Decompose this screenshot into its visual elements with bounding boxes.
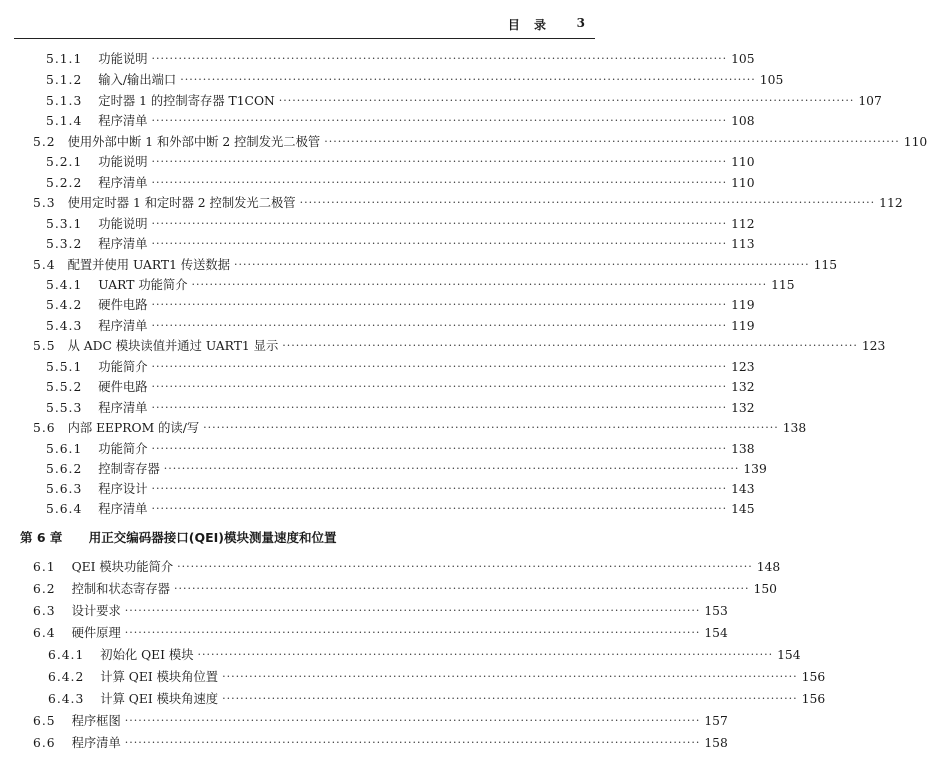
entry-page: 113 [731,237,755,251]
dot-leader: ································································································································ [197,648,774,661]
entry-number: 5.6.1 [46,442,83,456]
toc-entry-6-2 [33,579,777,599]
entry-number: 6.4.2 [48,670,85,684]
dot-leader: ································································································································ [151,482,728,495]
toc-entry-5-3-2 [46,234,755,254]
dot-leader: ································································································································ [151,442,728,455]
entry-title: 从 ADC 模块读值并通过 UART1 显示 [67,339,279,353]
entry-number: 6.1 [33,560,56,574]
dot-leader: ································································································································ [124,736,701,749]
entry-number: 6.3 [33,604,56,618]
entry-number: 5.2.1 [46,155,83,169]
entry-title: 功能简介 [98,442,148,456]
dot-leader: ································································································································ [191,278,768,291]
dot-leader: ································································································································ [222,692,798,705]
dot-leader: ································································································································ [177,560,753,573]
dot-leader: ································································································································ [234,258,810,271]
entry-title: UART 功能简介 [98,278,188,292]
toc-entry-6-4-1 [48,645,801,665]
dot-leader: ································································································································ [151,237,728,250]
entry-page: 112 [879,196,903,210]
toc-entry-5-2 [33,132,927,152]
dot-leader: ································································································································ [203,421,779,434]
entry-page: 156 [801,692,826,706]
entry-title: 程序清单 [98,401,148,415]
entry-title: 程序清单 [98,176,148,190]
toc-entry-5-6-2 [46,459,767,479]
entry-title: 计算 QEI 模块角速度 [100,692,219,706]
toc-entry-6-4-2 [48,667,826,687]
entry-number: 6.2 [33,582,56,596]
toc-entry-5-5-2 [46,377,755,397]
dot-leader: ································································································································ [278,94,855,107]
entry-title: 程序设计 [98,482,148,496]
toc-entry-5-5-3 [46,398,755,418]
entry-title: 使用定时器 1 和定时器 2 控制发光二极管 [67,196,296,210]
entry-number: 5.1.2 [46,73,83,87]
entry-page: 145 [731,502,755,516]
entry-page: 154 [704,626,728,640]
entry-number: 6.6 [33,736,56,750]
entry-page: 157 [704,714,728,728]
entry-number: 5.5.1 [46,360,83,374]
entry-page: 107 [858,94,882,108]
entry-number: 5.5.2 [46,380,83,394]
toc-entry-5-1-1 [46,49,755,69]
dot-leader: ································································································································ [151,319,728,332]
dot-leader: ································································································································ [324,135,900,148]
toc-entry-5-4-1 [46,275,795,295]
dot-leader: ································································································································ [151,401,728,414]
dot-leader: ································································································································ [124,626,701,639]
entry-page: 110 [903,135,927,149]
entry-page: 138 [731,442,755,456]
chapter-title: 用正交编码器接口(QEI)模块测量速度和位置 [88,530,337,545]
entry-page: 139 [743,462,767,476]
entry-number: 5.6.2 [46,462,83,476]
toc-entry-5-2-2 [46,173,755,193]
entry-title: 使用外部中断 1 和外部中断 2 控制发光二极管 [67,135,321,149]
dot-leader: ································································································································ [299,196,876,209]
entry-title: 程序清单 [71,736,121,750]
entry-title: 硬件原理 [71,626,121,640]
entry-title: 控制和状态寄存器 [71,582,170,596]
dot-leader: ································································································································ [124,604,701,617]
entry-title: 定时器 1 的控制寄存器 T1CON [98,94,275,108]
dot-leader: ································································································································ [151,217,728,230]
entry-title: 程序清单 [98,114,148,128]
entry-title: 计算 QEI 模块角位置 [100,670,219,684]
entry-number: 5.4 [33,258,56,272]
toc-entry-6-5 [33,711,728,731]
entry-page: 110 [731,155,755,169]
entry-page: 156 [801,670,826,684]
toc-entry-5-5-1 [46,357,755,377]
entry-title: 内部 EEPROM 的读/写 [67,421,200,435]
entry-page: 132 [731,401,755,415]
toc-entry-5-4-2 [46,295,755,315]
dot-leader: ································································································································ [124,714,701,727]
dot-leader: ································································································································ [173,582,750,595]
entry-page: 150 [753,582,777,596]
toc-entry-5-3-1 [46,214,755,234]
entry-page: 119 [731,298,755,312]
entry-page: 148 [756,560,781,574]
entry-page: 138 [782,421,807,435]
toc-entry-6-1 [33,557,781,577]
entry-number: 5.4.3 [46,319,83,333]
dot-leader: ································································································································ [151,155,728,168]
toc-entry-6-3 [33,601,728,621]
entry-title: 设计要求 [71,604,121,618]
entry-title: 初始化 QEI 模块 [100,648,194,662]
entry-number: 5.6.4 [46,502,83,516]
entry-number: 5.1.1 [46,52,83,66]
entry-title: 功能说明 [98,155,148,169]
entry-page: 110 [731,176,755,190]
entry-number: 5.5 [33,339,56,353]
toc-entry-5-1-3 [46,91,882,111]
toc-entry-6-4 [33,623,728,643]
entry-page: 115 [813,258,838,272]
entry-title: 输入/输出端口 [98,73,177,87]
toc-entry-5-1-2 [46,70,784,90]
entry-page: 105 [759,73,784,87]
dot-leader: ································································································································ [151,176,728,189]
entry-title: 硬件电路 [98,298,148,312]
entry-title: 控制寄存器 [98,462,160,476]
entry-title: 程序清单 [98,502,148,516]
entry-title: 功能说明 [98,52,148,66]
entry-number: 5.1.3 [46,94,83,108]
dot-leader: ································································································································ [151,114,728,127]
entry-title: 功能简介 [98,360,148,374]
toc-entry-6-6 [33,733,728,753]
entry-number: 5.4.2 [46,298,83,312]
toc-entry-5-1-4 [46,111,755,131]
toc-entry-5-4 [33,255,838,275]
toc-entry-5-3 [33,193,903,213]
entry-number: 5.6.3 [46,482,83,496]
dot-leader: ································································································································ [151,298,728,311]
entry-number: 5.6 [33,421,56,435]
entry-title: 配置并使用 UART1 传送数据 [67,258,230,272]
entry-number: 5.4.1 [46,278,83,292]
entry-title: 程序清单 [98,319,148,333]
entry-number: 6.5 [33,714,56,728]
dot-leader: ································································································································ [282,339,858,352]
toc-entry-6-4-3 [48,689,826,709]
toc-entry-5-5 [33,336,886,356]
dot-leader: ································································································································ [151,360,728,373]
dot-leader: ································································································································ [163,462,740,475]
dot-leader: ································································································································ [222,670,798,683]
toc-entry-5-6-4 [46,499,755,519]
entry-number: 6.4.1 [48,648,85,662]
entry-number: 5.3.2 [46,237,83,251]
dot-leader: ································································································································ [180,73,756,86]
dot-leader: ································································································································ [151,52,728,65]
entry-number: 6.4.3 [48,692,85,706]
entry-title: 程序框图 [71,714,121,728]
entry-number: 5.3 [33,196,56,210]
chapter-heading-6 [20,528,337,548]
entry-title: 程序清单 [98,237,148,251]
entry-title: 硬件电路 [98,380,148,394]
entry-number: 6.4 [33,626,56,640]
toc-entry-5-6-1 [46,439,755,459]
toc-entry-5-6 [33,418,807,438]
toc-entry-5-6-3 [46,479,755,499]
toc-entry-5-4-3 [46,316,755,336]
dot-leader: ································································································································ [151,502,728,515]
chapter-label: 第 6 章 [20,530,63,545]
entry-page: 105 [731,52,755,66]
entry-page: 108 [731,114,755,128]
entry-page: 153 [704,604,728,618]
entry-page: 143 [731,482,755,496]
entry-number: 5.3.1 [46,217,83,231]
entry-page: 112 [731,217,755,231]
entry-title: QEI 模块功能简介 [71,560,174,574]
running-header [14,12,595,39]
entry-number: 5.5.3 [46,401,83,415]
header-title: 目 录 [507,18,551,32]
entry-number: 5.2 [33,135,56,149]
entry-page: 158 [704,736,728,750]
header-page-number: 3 [576,16,585,30]
entry-number: 5.2.2 [46,176,83,190]
entry-page: 119 [731,319,755,333]
entry-page: 132 [731,380,755,394]
entry-page: 115 [771,278,795,292]
entry-title: 功能说明 [98,217,148,231]
entry-page: 123 [861,339,886,353]
entry-number: 5.1.4 [46,114,83,128]
toc-entry-5-2-1 [46,152,755,172]
entry-page: 154 [777,648,801,662]
dot-leader: ································································································································ [151,380,728,393]
entry-page: 123 [731,360,755,374]
